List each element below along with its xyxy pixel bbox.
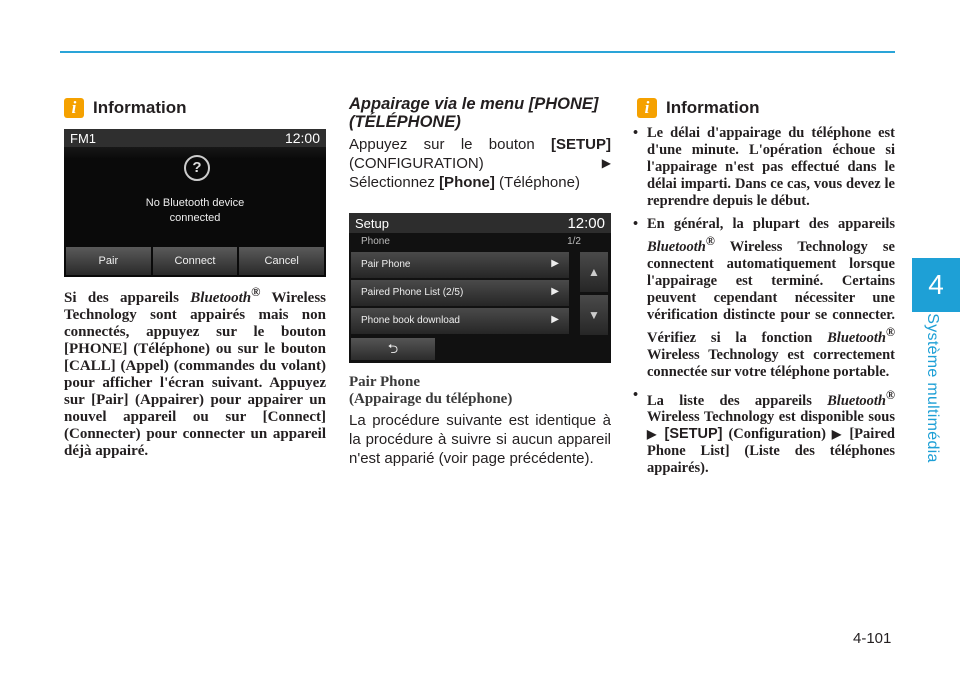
setup-key: [SETUP] (551, 136, 611, 153)
menu-item-label: Pair Phone (361, 259, 411, 270)
message-line-1: No Bluetooth device (145, 197, 245, 209)
section-heading: Appairage via le menu [PHONE] (TÉLÉPHONE) (349, 95, 599, 131)
registered-mark: ® (251, 285, 261, 299)
bullet-text: [Paired Phone List] (Liste des téléphones appairés). (647, 426, 895, 477)
step-text: Appuyez sur le bouton (349, 136, 551, 153)
clock: 12:00 (284, 130, 320, 146)
chapter-number: 4 (928, 269, 944, 300)
info-heading-right (637, 98, 760, 118)
no-device-message (64, 196, 326, 226)
menu-item-paired-phone-list[interactable] (351, 280, 569, 306)
bluetooth-term: Bluetooth (827, 329, 886, 346)
screen-title: Setup (355, 216, 389, 231)
question-icon: ? (184, 155, 210, 181)
page-indicator: 1/2 (567, 236, 581, 247)
page-number: 4-101 (853, 630, 892, 647)
phone-key: [Phone] (439, 174, 495, 191)
chapter-title-vertical (917, 313, 947, 463)
screen-status-bar (349, 213, 611, 233)
station-label: FM1 (70, 131, 96, 146)
list-item (633, 216, 895, 381)
bullet-text: (Configuration) (722, 426, 832, 443)
info-icon: i (64, 98, 84, 118)
info-heading-left (64, 98, 187, 118)
arrow-down-icon: ▼ (588, 308, 600, 322)
menu-item-label: Phone book download (361, 315, 460, 326)
bullet-text: Wireless Technology se connectent automatiquement lorsque l'appairage est terminé. Certains peuvent cependant nécessiter une vérification distincte pour se connecter. Vérifiez si la fonction (647, 238, 895, 346)
paragraph-text: Wireless Technology sont appairés mais non connectés, appuyez sur le bouton [PHONE] (Téléphone) ou sur le bouton [CALL] (Appel) (commandes du volant) pour afficher l'écran suivant. Appuyez sur [Pair] (Appairer) pour appairer un nouvel appareil ou sur [Connect] (Connecter) pour connecter un appareil déjà appairé. (64, 290, 326, 459)
scroll-up-button[interactable] (580, 252, 608, 292)
step-text: (CONFIGURATION) (349, 155, 484, 172)
paragraph-text: Si des appareils (64, 290, 191, 306)
chevron-right-icon: ▶ (551, 258, 559, 269)
pair-phone-paragraph: La procédure suivante est identique à la procédure à suivre si aucun appareil n'est apparié (voir page précédente). (349, 412, 611, 467)
step-line-1 (349, 135, 611, 154)
bullet-text: En général, la plupart des appareils (647, 216, 895, 232)
chevron-right-icon: ▶ (551, 314, 559, 325)
menu-item-label: Paired Phone List (2/5) (361, 287, 464, 298)
bluetooth-term: Bluetooth (647, 238, 706, 255)
message-line-2: connected (169, 212, 221, 224)
bullet-text: Wireless Technology est correctement connectée sur votre téléphone portable. (647, 346, 895, 380)
pair-phone-subheading (349, 374, 611, 408)
chapter-tab (912, 258, 960, 312)
bluetooth-term: Bluetooth (190, 290, 252, 306)
connect-button[interactable]: Connect (153, 247, 238, 275)
clock: 12:00 (567, 215, 605, 232)
back-icon: ⮌ (387, 341, 399, 356)
screen-subheader (349, 233, 579, 251)
info-bullet-list (633, 125, 895, 483)
pair-button[interactable]: Pair (66, 247, 151, 275)
scroll-down-button[interactable] (580, 295, 608, 335)
screen-status-bar (64, 129, 326, 147)
setup-step-instruction (349, 135, 611, 192)
list-item (633, 125, 895, 210)
header-rule (60, 51, 895, 53)
chapter-title: Système multimédia (924, 313, 941, 463)
chevron-right-icon: ▶ (551, 286, 559, 297)
setup-key: [SETUP] (664, 426, 723, 443)
arrow-right-icon: ▶ (647, 427, 659, 442)
subheading-line-2: (Appairage du téléphone) (349, 391, 513, 407)
menu-item-pair-phone[interactable] (351, 252, 569, 278)
arrow-right-icon: ▶ (601, 156, 611, 170)
info-paragraph-left (64, 284, 326, 460)
registered-mark: ® (885, 387, 895, 402)
list-item (633, 387, 895, 478)
step-line-3 (349, 173, 611, 192)
info-icon: i (637, 98, 657, 118)
step-text: Sélectionnez (349, 174, 440, 191)
arrow-up-icon: ▲ (588, 265, 600, 279)
bullet-text: Le délai d'appairage du téléphone est d'une minute. L'opération échoue si l'appairage n'est pas effectué dans le délai imparti. Dans ce cas, vous devez le reprendre depuis le début. (647, 125, 895, 209)
step-text: (Téléphone) (494, 174, 580, 191)
back-button[interactable] (351, 338, 435, 360)
registered-mark: ® (705, 234, 715, 248)
bullet-text: La liste des appareils (647, 392, 828, 409)
setup-phone-screen (349, 213, 611, 363)
step-line-2 (349, 154, 611, 173)
arrow-right-icon: ▶ (831, 427, 844, 442)
bullet-text: Wireless Technology est disponible sous (647, 409, 895, 426)
cancel-button[interactable]: Cancel (239, 247, 324, 275)
dialog-buttons (66, 247, 324, 275)
registered-mark: ® (885, 324, 895, 339)
menu-item-phone-book-download[interactable] (351, 308, 569, 334)
info-title: Information (666, 98, 760, 117)
no-device-screen (64, 129, 326, 277)
info-title: Information (93, 98, 187, 117)
subheading-line-1: Pair Phone (349, 374, 420, 390)
bluetooth-term: Bluetooth (827, 392, 886, 409)
phone-label: Phone (361, 236, 390, 247)
